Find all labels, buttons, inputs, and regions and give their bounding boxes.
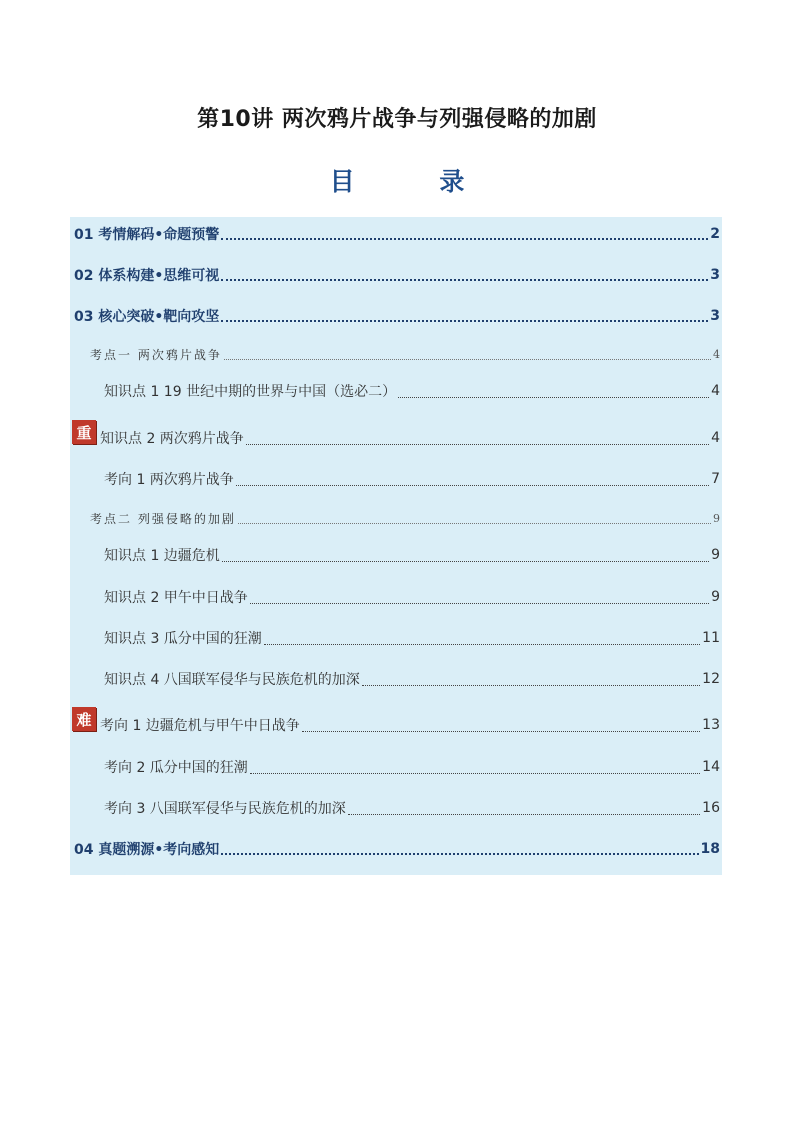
toc-entry-direction-2-3[interactable]: 考向 3 八国联军侵华与民族危机的加深 16 [104,800,720,817]
page-number: 4 [711,383,720,399]
page-number: 3 [710,267,720,283]
page-number: 14 [702,759,720,775]
table-of-contents [70,217,722,875]
toc-entry-02[interactable]: 02 体系构建•思维可视 3 [74,267,720,284]
page-number: 4 [713,347,720,361]
page-number: 13 [702,717,720,733]
key-point-badge: 重 [72,420,96,444]
page-number: 9 [711,547,720,563]
toc-entry-03[interactable]: 03 核心突破•靶向攻坚 3 [74,308,720,325]
page-number: 11 [702,630,720,646]
page-number: 3 [710,308,720,324]
toc-entry-knowledge-2-2[interactable]: 知识点 2 甲午中日战争 9 [104,589,720,606]
toc-entry-04[interactable]: 04 真题溯源•考向感知 18 [74,841,720,858]
page-number: 4 [711,430,720,446]
page-number: 9 [713,511,720,525]
page-number: 7 [711,471,720,487]
toc-entry-kaodian-1[interactable]: 考点一 两次鸦片战争 4 [90,347,720,362]
toc-heading: 目 录 [329,167,503,196]
document-title: 第10讲 两次鸦片战争与列强侵略的加剧 [197,107,597,132]
page-number: 9 [711,589,720,605]
toc-entry-direction-2-2[interactable]: 考向 2 瓜分中国的狂潮 14 [104,759,720,776]
toc-entry-direction-2-1[interactable]: 难 考向 1 边疆危机与甲午中日战争 13 [70,710,722,740]
page-number: 2 [710,226,720,242]
toc-entry-direction-1[interactable]: 考向 1 两次鸦片战争 7 [104,471,720,488]
toc-entry-knowledge-2[interactable]: 重 知识点 2 两次鸦片战争 4 [70,423,722,453]
page-number: 16 [702,800,720,816]
page-number: 12 [702,671,720,687]
toc-entry-01[interactable]: 01 考情解码•命题预警 2 [74,226,720,243]
toc-entry-knowledge-2-3[interactable]: 知识点 3 瓜分中国的狂潮 11 [104,630,720,647]
page-number: 18 [700,841,720,857]
toc-entry-knowledge-2-4[interactable]: 知识点 4 八国联军侵华与民族危机的加深 12 [104,671,720,688]
toc-entry-knowledge-1[interactable]: 知识点 1 19 世纪中期的世界与中国（选必二） 4 [104,383,720,400]
toc-entry-kaodian-2[interactable]: 考点二 列强侵略的加剧 9 [90,511,720,526]
toc-entry-knowledge-2-1[interactable]: 知识点 1 边疆危机 9 [104,547,720,564]
difficult-point-badge: 难 [72,707,96,731]
